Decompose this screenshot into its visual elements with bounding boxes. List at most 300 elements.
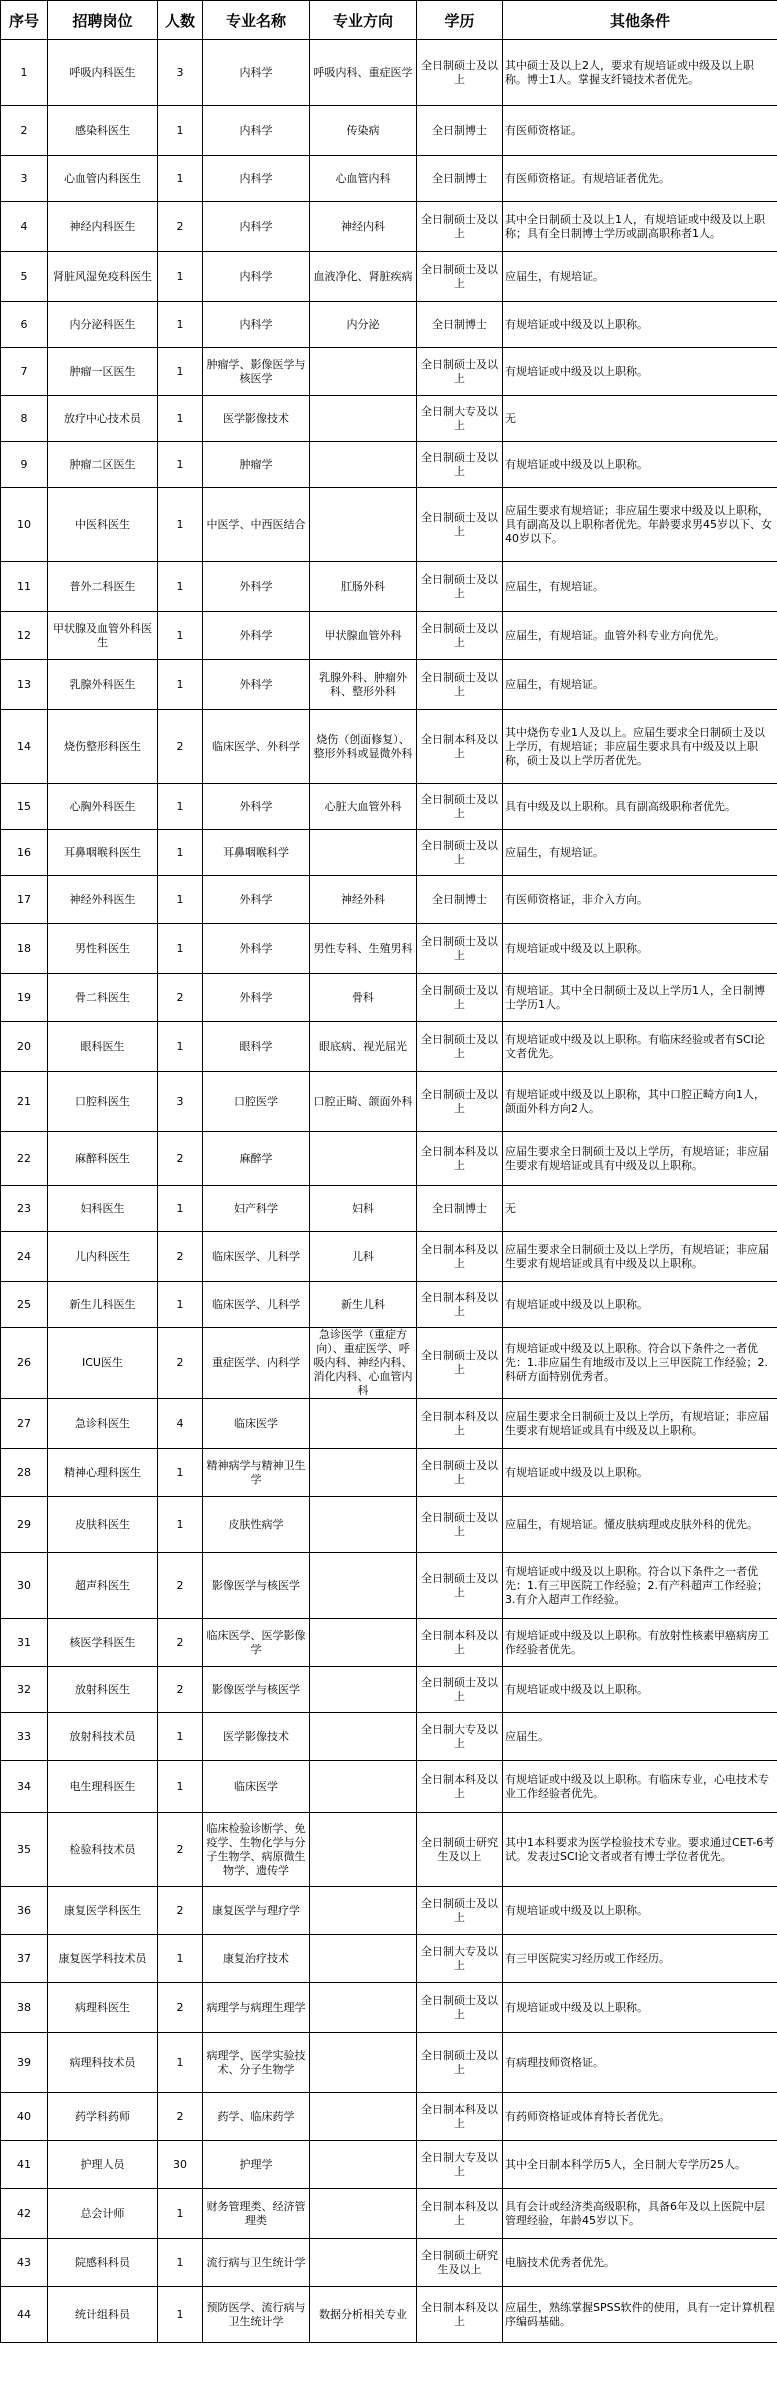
table-row xyxy=(1,1022,777,1072)
cell-direction xyxy=(310,488,417,562)
cell-count: 2 xyxy=(158,1619,203,1667)
cell-conditions: 有规培证或中级及以上职称。 xyxy=(503,1887,777,1935)
cell-position: 核医学科医生 xyxy=(48,1619,158,1667)
header-conditions: 其他条件 xyxy=(503,1,777,40)
cell-index: 44 xyxy=(1,2287,48,2343)
cell-direction: 血液净化、肾脏疾病 xyxy=(310,252,417,302)
cell-direction xyxy=(310,2093,417,2141)
cell-direction: 心血管内科 xyxy=(310,156,417,202)
cell-conditions: 有规培证。其中全日制硕士及以上学历1人，全日制博士学历1人。 xyxy=(503,974,777,1022)
cell-index: 37 xyxy=(1,1935,48,1983)
cell-education: 全日制硕士及以上 xyxy=(417,1328,503,1399)
cell-position: 中医科医生 xyxy=(48,488,158,562)
cell-index: 7 xyxy=(1,348,48,396)
table-row xyxy=(1,106,777,156)
cell-index: 10 xyxy=(1,488,48,562)
header-direction: 专业方向 xyxy=(310,1,417,40)
cell-count: 1 xyxy=(158,302,203,348)
cell-conditions: 应届生要求全日制硕士及以上学历，有规培证；非应届生要求有规培证或具有中级及以上职称。 xyxy=(503,1132,777,1186)
cell-direction: 妇科 xyxy=(310,1186,417,1232)
cell-major: 医学影像技术 xyxy=(203,1713,310,1761)
cell-education: 全日制硕士及以上 xyxy=(417,1072,503,1132)
cell-count: 1 xyxy=(158,876,203,924)
cell-major: 麻醉学 xyxy=(203,1132,310,1186)
cell-count: 2 xyxy=(158,1983,203,2033)
cell-conditions: 应届生，有规培证。血管外科专业方向优先。 xyxy=(503,612,777,660)
table-row xyxy=(1,660,777,710)
table-row xyxy=(1,1983,777,2033)
cell-conditions: 有规培证或中级及以上职称。有放射性核素甲癌病房工作经验者优先。 xyxy=(503,1619,777,1667)
cell-direction: 肛肠外科 xyxy=(310,562,417,612)
cell-direction: 内分泌 xyxy=(310,302,417,348)
cell-major: 皮肤性病学 xyxy=(203,1497,310,1553)
cell-position: 药学科药师 xyxy=(48,2093,158,2141)
cell-conditions: 应届生，熟练掌握SPSS软件的使用，具有一定计算机程序编码基础。 xyxy=(503,2287,777,2343)
cell-count: 1 xyxy=(158,924,203,974)
table-row xyxy=(1,1713,777,1761)
cell-major: 口腔医学 xyxy=(203,1072,310,1132)
cell-major: 影像医学与核医学 xyxy=(203,1553,310,1619)
cell-education: 全日制硕士及以上 xyxy=(417,2033,503,2093)
cell-direction xyxy=(310,1399,417,1449)
cell-education: 全日制博士 xyxy=(417,1186,503,1232)
cell-count: 1 xyxy=(158,830,203,876)
cell-education: 全日制本科及以上 xyxy=(417,2189,503,2239)
cell-position: 男性科医生 xyxy=(48,924,158,974)
header-count: 人数 xyxy=(158,1,203,40)
cell-major: 外科学 xyxy=(203,876,310,924)
cell-direction: 新生儿科 xyxy=(310,1282,417,1328)
cell-count: 1 xyxy=(158,660,203,710)
cell-position: 康复医学科医生 xyxy=(48,1887,158,1935)
cell-direction xyxy=(310,1713,417,1761)
cell-position: 麻醉科医生 xyxy=(48,1132,158,1186)
table-row xyxy=(1,562,777,612)
cell-education: 全日制本科及以上 xyxy=(417,1232,503,1282)
cell-education: 全日制硕士及以上 xyxy=(417,252,503,302)
cell-position: ICU医生 xyxy=(48,1328,158,1399)
cell-conditions: 有医师资格证。有规培证者优先。 xyxy=(503,156,777,202)
cell-education: 全日制硕士及以上 xyxy=(417,1022,503,1072)
table-row xyxy=(1,1935,777,1983)
cell-index: 13 xyxy=(1,660,48,710)
cell-education: 全日制博士 xyxy=(417,156,503,202)
cell-conditions: 具有会计或经济类高级职称，具备6年及以上医院中层管理经验，年龄45岁以下。 xyxy=(503,2189,777,2239)
cell-index: 12 xyxy=(1,612,48,660)
table-row xyxy=(1,974,777,1022)
cell-position: 耳鼻咽喉科医生 xyxy=(48,830,158,876)
cell-count: 1 xyxy=(158,1761,203,1813)
cell-count: 1 xyxy=(158,1713,203,1761)
cell-index: 40 xyxy=(1,2093,48,2141)
cell-direction: 男性专科、生殖男科 xyxy=(310,924,417,974)
table-row xyxy=(1,612,777,660)
cell-index: 29 xyxy=(1,1497,48,1553)
cell-count: 2 xyxy=(158,2093,203,2141)
cell-position: 急诊科医生 xyxy=(48,1399,158,1449)
cell-education: 全日制硕士及以上 xyxy=(417,40,503,106)
cell-direction xyxy=(310,348,417,396)
cell-major: 病理学、医学实验技术、分子生物学 xyxy=(203,2033,310,2093)
cell-major: 临床医学、医学影像学 xyxy=(203,1619,310,1667)
table-row xyxy=(1,1761,777,1813)
cell-count: 2 xyxy=(158,1887,203,1935)
cell-major: 财务管理类、经济管理类 xyxy=(203,2189,310,2239)
cell-count: 1 xyxy=(158,2033,203,2093)
cell-direction xyxy=(310,1813,417,1887)
cell-position: 神经外科医生 xyxy=(48,876,158,924)
table-row xyxy=(1,396,777,442)
cell-count: 1 xyxy=(158,106,203,156)
cell-conditions: 具有中级及以上职称。具有副高级职称者优先。 xyxy=(503,784,777,830)
cell-education: 全日制博士 xyxy=(417,876,503,924)
cell-major: 流行病与卫生统计学 xyxy=(203,2239,310,2287)
cell-education: 全日制硕士及以上 xyxy=(417,612,503,660)
cell-direction xyxy=(310,1935,417,1983)
cell-index: 34 xyxy=(1,1761,48,1813)
cell-position: 电生理科医生 xyxy=(48,1761,158,1813)
cell-conditions: 应届生要求全日制硕士及以上学历，有规培证；非应届生要求有规培证或具有中级及以上职称。 xyxy=(503,1399,777,1449)
cell-direction xyxy=(310,442,417,488)
cell-position: 儿内科医生 xyxy=(48,1232,158,1282)
cell-position: 心血管内科医生 xyxy=(48,156,158,202)
cell-education: 全日制硕士及以上 xyxy=(417,1667,503,1713)
table-row xyxy=(1,1553,777,1619)
cell-conditions: 有规培证或中级及以上职称。 xyxy=(503,302,777,348)
cell-conditions: 其中全日制硕士及以上1人，有规培证或中级及以上职称；具有全日制博士学历或副高职称者1人。 xyxy=(503,202,777,252)
cell-index: 1 xyxy=(1,40,48,106)
cell-major: 外科学 xyxy=(203,784,310,830)
cell-education: 全日制硕士及以上 xyxy=(417,974,503,1022)
cell-count: 1 xyxy=(158,1449,203,1497)
cell-index: 30 xyxy=(1,1553,48,1619)
cell-index: 26 xyxy=(1,1328,48,1399)
cell-direction xyxy=(310,1553,417,1619)
cell-position: 肿瘤一区医生 xyxy=(48,348,158,396)
cell-education: 全日制硕士及以上 xyxy=(417,924,503,974)
cell-index: 19 xyxy=(1,974,48,1022)
cell-position: 内分泌科医生 xyxy=(48,302,158,348)
cell-conditions: 有规培证或中级及以上职称。 xyxy=(503,348,777,396)
table-row xyxy=(1,2239,777,2287)
cell-conditions: 有规培证或中级及以上职称。 xyxy=(503,442,777,488)
cell-education: 全日制大专及以上 xyxy=(417,1935,503,1983)
cell-count: 2 xyxy=(158,1132,203,1186)
cell-count: 1 xyxy=(158,396,203,442)
cell-position: 心胸外科医生 xyxy=(48,784,158,830)
cell-education: 全日制博士 xyxy=(417,302,503,348)
cell-major: 精神病学与精神卫生学 xyxy=(203,1449,310,1497)
cell-major: 临床医学、儿科学 xyxy=(203,1282,310,1328)
cell-direction xyxy=(310,2239,417,2287)
cell-major: 外科学 xyxy=(203,562,310,612)
table-row xyxy=(1,1399,777,1449)
cell-education: 全日制硕士及以上 xyxy=(417,1553,503,1619)
cell-education: 全日制硕士及以上 xyxy=(417,562,503,612)
cell-index: 8 xyxy=(1,396,48,442)
cell-index: 33 xyxy=(1,1713,48,1761)
cell-direction xyxy=(310,830,417,876)
table-row xyxy=(1,1186,777,1232)
cell-education: 全日制本科及以上 xyxy=(417,1761,503,1813)
cell-major: 临床检验诊断学、免疫学、生物化学与分子生物学、病原微生物学、遗传学 xyxy=(203,1813,310,1887)
cell-education: 全日制大专及以上 xyxy=(417,396,503,442)
cell-major: 肿瘤学、影像医学与核医学 xyxy=(203,348,310,396)
cell-direction xyxy=(310,1449,417,1497)
table-row xyxy=(1,348,777,396)
cell-major: 预防医学、流行病与卫生统计学 xyxy=(203,2287,310,2343)
cell-major: 外科学 xyxy=(203,612,310,660)
cell-conditions: 有规培证或中级及以上职称。 xyxy=(503,924,777,974)
cell-major: 中医学、中西医结合 xyxy=(203,488,310,562)
table-row xyxy=(1,1232,777,1282)
cell-education: 全日制本科及以上 xyxy=(417,2287,503,2343)
cell-conditions: 有规培证或中级及以上职称，其中口腔正畸方向1人，颌面外科方向2人。 xyxy=(503,1072,777,1132)
cell-education: 全日制大专及以上 xyxy=(417,1713,503,1761)
cell-education: 全日制大专及以上 xyxy=(417,2141,503,2189)
table-row xyxy=(1,1282,777,1328)
table-row xyxy=(1,1667,777,1713)
cell-count: 1 xyxy=(158,156,203,202)
cell-conditions: 无 xyxy=(503,1186,777,1232)
cell-count: 3 xyxy=(158,40,203,106)
cell-major: 康复治疗技术 xyxy=(203,1935,310,1983)
cell-conditions: 有规培证或中级及以上职称。 xyxy=(503,1667,777,1713)
cell-education: 全日制本科及以上 xyxy=(417,1282,503,1328)
cell-direction xyxy=(310,396,417,442)
cell-major: 病理学与病理生理学 xyxy=(203,1983,310,2033)
cell-major: 内科学 xyxy=(203,252,310,302)
cell-count: 1 xyxy=(158,442,203,488)
cell-count: 2 xyxy=(158,710,203,784)
cell-index: 9 xyxy=(1,442,48,488)
cell-position: 病理科技术员 xyxy=(48,2033,158,2093)
cell-major: 医学影像技术 xyxy=(203,396,310,442)
cell-conditions: 其中硕士及以上2人，要求有规培证或中级及以上职称。博士1人。掌握支纤镜技术者优先。 xyxy=(503,40,777,106)
cell-major: 内科学 xyxy=(203,156,310,202)
cell-education: 全日制本科及以上 xyxy=(417,1399,503,1449)
table-row xyxy=(1,252,777,302)
cell-count: 1 xyxy=(158,2287,203,2343)
header-major: 专业名称 xyxy=(203,1,310,40)
cell-conditions: 应届生要求有规培证；非应届生要求中级及以上职称，具有副高及以上职称者优先。年龄要求男45岁以下、女40岁以下。 xyxy=(503,488,777,562)
cell-direction xyxy=(310,1132,417,1186)
cell-index: 32 xyxy=(1,1667,48,1713)
cell-direction: 甲状腺血管外科 xyxy=(310,612,417,660)
cell-direction xyxy=(310,2189,417,2239)
table-row xyxy=(1,156,777,202)
cell-index: 23 xyxy=(1,1186,48,1232)
cell-position: 乳腺外科医生 xyxy=(48,660,158,710)
table-row xyxy=(1,2033,777,2093)
cell-conditions: 应届生，有规培证。 xyxy=(503,660,777,710)
cell-count: 2 xyxy=(158,974,203,1022)
cell-direction: 传染病 xyxy=(310,106,417,156)
cell-position: 统计组科员 xyxy=(48,2287,158,2343)
cell-index: 14 xyxy=(1,710,48,784)
cell-position: 护理人员 xyxy=(48,2141,158,2189)
cell-major: 临床医学、儿科学 xyxy=(203,1232,310,1282)
cell-conditions: 有医师资格证，非介入方向。 xyxy=(503,876,777,924)
table-row xyxy=(1,2287,777,2343)
cell-direction xyxy=(310,2141,417,2189)
cell-index: 22 xyxy=(1,1132,48,1186)
cell-major: 药学、临床药学 xyxy=(203,2093,310,2141)
cell-conditions: 有规培证或中级及以上职称。 xyxy=(503,1282,777,1328)
table-row xyxy=(1,1449,777,1497)
cell-conditions: 无 xyxy=(503,396,777,442)
cell-index: 42 xyxy=(1,2189,48,2239)
cell-count: 1 xyxy=(158,2239,203,2287)
cell-major: 影像医学与核医学 xyxy=(203,1667,310,1713)
cell-position: 新生儿科医生 xyxy=(48,1282,158,1328)
cell-direction xyxy=(310,1887,417,1935)
cell-position: 呼吸内科医生 xyxy=(48,40,158,106)
cell-conditions: 应届生，有规培证。 xyxy=(503,830,777,876)
cell-index: 41 xyxy=(1,2141,48,2189)
cell-education: 全日制本科及以上 xyxy=(417,1619,503,1667)
cell-conditions: 其中烧伤专业1人及以上。应届生要求全日制硕士及以上学历，有规培证；非应届生要求具有中级及以上职称，硕士及以上学历者优先。 xyxy=(503,710,777,784)
cell-direction xyxy=(310,1761,417,1813)
cell-position: 总会计师 xyxy=(48,2189,158,2239)
cell-education: 全日制硕士及以上 xyxy=(417,1497,503,1553)
cell-index: 21 xyxy=(1,1072,48,1132)
cell-index: 16 xyxy=(1,830,48,876)
cell-major: 肿瘤学 xyxy=(203,442,310,488)
cell-count: 30 xyxy=(158,2141,203,2189)
cell-education: 全日制硕士及以上 xyxy=(417,442,503,488)
cell-count: 1 xyxy=(158,1282,203,1328)
cell-index: 38 xyxy=(1,1983,48,2033)
cell-index: 4 xyxy=(1,202,48,252)
cell-education: 全日制硕士及以上 xyxy=(417,488,503,562)
cell-position: 皮肤科医生 xyxy=(48,1497,158,1553)
cell-education: 全日制硕士及以上 xyxy=(417,830,503,876)
cell-direction: 呼吸内科、重症医学 xyxy=(310,40,417,106)
cell-count: 1 xyxy=(158,562,203,612)
cell-education: 全日制本科及以上 xyxy=(417,2093,503,2141)
cell-major: 内科学 xyxy=(203,106,310,156)
cell-index: 25 xyxy=(1,1282,48,1328)
table-row xyxy=(1,302,777,348)
cell-major: 眼科学 xyxy=(203,1022,310,1072)
cell-conditions: 有病理技师资格证。 xyxy=(503,2033,777,2093)
cell-position: 放射科技术员 xyxy=(48,1713,158,1761)
table-row xyxy=(1,1813,777,1887)
cell-count: 1 xyxy=(158,612,203,660)
cell-index: 5 xyxy=(1,252,48,302)
table-row xyxy=(1,1497,777,1553)
cell-index: 18 xyxy=(1,924,48,974)
cell-direction: 烧伤（创面修复）、整形外科或显微外科 xyxy=(310,710,417,784)
cell-count: 1 xyxy=(158,1022,203,1072)
cell-index: 15 xyxy=(1,784,48,830)
cell-count: 1 xyxy=(158,252,203,302)
cell-direction: 数据分析相关专业 xyxy=(310,2287,417,2343)
cell-education: 全日制硕士及以上 xyxy=(417,1449,503,1497)
cell-position: 口腔科医生 xyxy=(48,1072,158,1132)
cell-index: 28 xyxy=(1,1449,48,1497)
cell-count: 2 xyxy=(158,1667,203,1713)
cell-direction: 乳腺外科、肿瘤外科、整形外科 xyxy=(310,660,417,710)
cell-education: 全日制硕士及以上 xyxy=(417,202,503,252)
cell-direction: 心脏大血管外科 xyxy=(310,784,417,830)
cell-conditions: 有规培证或中级及以上职称。有临床专业，心电技术专业工作经验者优先。 xyxy=(503,1761,777,1813)
cell-position: 骨二科医生 xyxy=(48,974,158,1022)
cell-major: 外科学 xyxy=(203,974,310,1022)
cell-education: 全日制本科及以上 xyxy=(417,1132,503,1186)
header-education: 学历 xyxy=(417,1,503,40)
cell-conditions: 有规培证或中级及以上职称。符合以下条件之一者优先：1.有三甲医院工作经验；2.有产科超声工作经验；3.有介入超声工作经验。 xyxy=(503,1553,777,1619)
cell-major: 临床医学 xyxy=(203,1399,310,1449)
table-row xyxy=(1,784,777,830)
cell-direction: 眼底病、视光屈光 xyxy=(310,1022,417,1072)
cell-count: 4 xyxy=(158,1399,203,1449)
cell-conditions: 有三甲医院实习经历或工作经历。 xyxy=(503,1935,777,1983)
cell-position: 康复医学科技术员 xyxy=(48,1935,158,1983)
cell-education: 全日制硕士研究生及以上 xyxy=(417,2239,503,2287)
cell-conditions: 其中1本科要求为医学检验技术专业。要求通过CET-6考试。发表过SCI论文者或者有博士学位者优先。 xyxy=(503,1813,777,1887)
cell-position: 妇科医生 xyxy=(48,1186,158,1232)
cell-conditions: 应届生要求全日制硕士及以上学历，有规培证；非应届生要求有规培证或具有中级及以上职称。 xyxy=(503,1232,777,1282)
cell-conditions: 有药师资格证或体育特长者优先。 xyxy=(503,2093,777,2141)
cell-direction xyxy=(310,2033,417,2093)
cell-conditions: 应届生。 xyxy=(503,1713,777,1761)
table-row xyxy=(1,924,777,974)
cell-position: 烧伤整形科医生 xyxy=(48,710,158,784)
cell-count: 1 xyxy=(158,784,203,830)
header-position: 招聘岗位 xyxy=(48,1,158,40)
cell-direction: 神经内科 xyxy=(310,202,417,252)
cell-conditions: 有规培证或中级及以上职称。 xyxy=(503,1983,777,2033)
table-row xyxy=(1,2189,777,2239)
cell-index: 17 xyxy=(1,876,48,924)
table-row xyxy=(1,40,777,106)
cell-major: 临床医学 xyxy=(203,1761,310,1813)
cell-education: 全日制硕士及以上 xyxy=(417,784,503,830)
cell-index: 27 xyxy=(1,1399,48,1449)
table-row xyxy=(1,1619,777,1667)
cell-count: 1 xyxy=(158,1497,203,1553)
table-row xyxy=(1,202,777,252)
cell-count: 1 xyxy=(158,1186,203,1232)
cell-index: 31 xyxy=(1,1619,48,1667)
cell-direction: 神经外科 xyxy=(310,876,417,924)
cell-education: 全日制硕士及以上 xyxy=(417,1887,503,1935)
cell-major: 临床医学、外科学 xyxy=(203,710,310,784)
table-row xyxy=(1,1072,777,1132)
cell-position: 普外二科医生 xyxy=(48,562,158,612)
cell-conditions: 应届生，有规培证。懂皮肤病理或皮肤外科的优先。 xyxy=(503,1497,777,1553)
table-header-row xyxy=(1,1,777,40)
cell-count: 1 xyxy=(158,348,203,396)
table-row xyxy=(1,442,777,488)
table-row xyxy=(1,2141,777,2189)
cell-index: 39 xyxy=(1,2033,48,2093)
table-row xyxy=(1,830,777,876)
cell-major: 重症医学、内科学 xyxy=(203,1328,310,1399)
cell-position: 感染科医生 xyxy=(48,106,158,156)
cell-position: 神经内科医生 xyxy=(48,202,158,252)
cell-education: 全日制硕士及以上 xyxy=(417,660,503,710)
cell-index: 35 xyxy=(1,1813,48,1887)
cell-position: 病理科医生 xyxy=(48,1983,158,2033)
cell-position: 放射科医生 xyxy=(48,1667,158,1713)
table-row xyxy=(1,876,777,924)
cell-position: 精神心理科医生 xyxy=(48,1449,158,1497)
cell-major: 内科学 xyxy=(203,40,310,106)
cell-direction xyxy=(310,1667,417,1713)
